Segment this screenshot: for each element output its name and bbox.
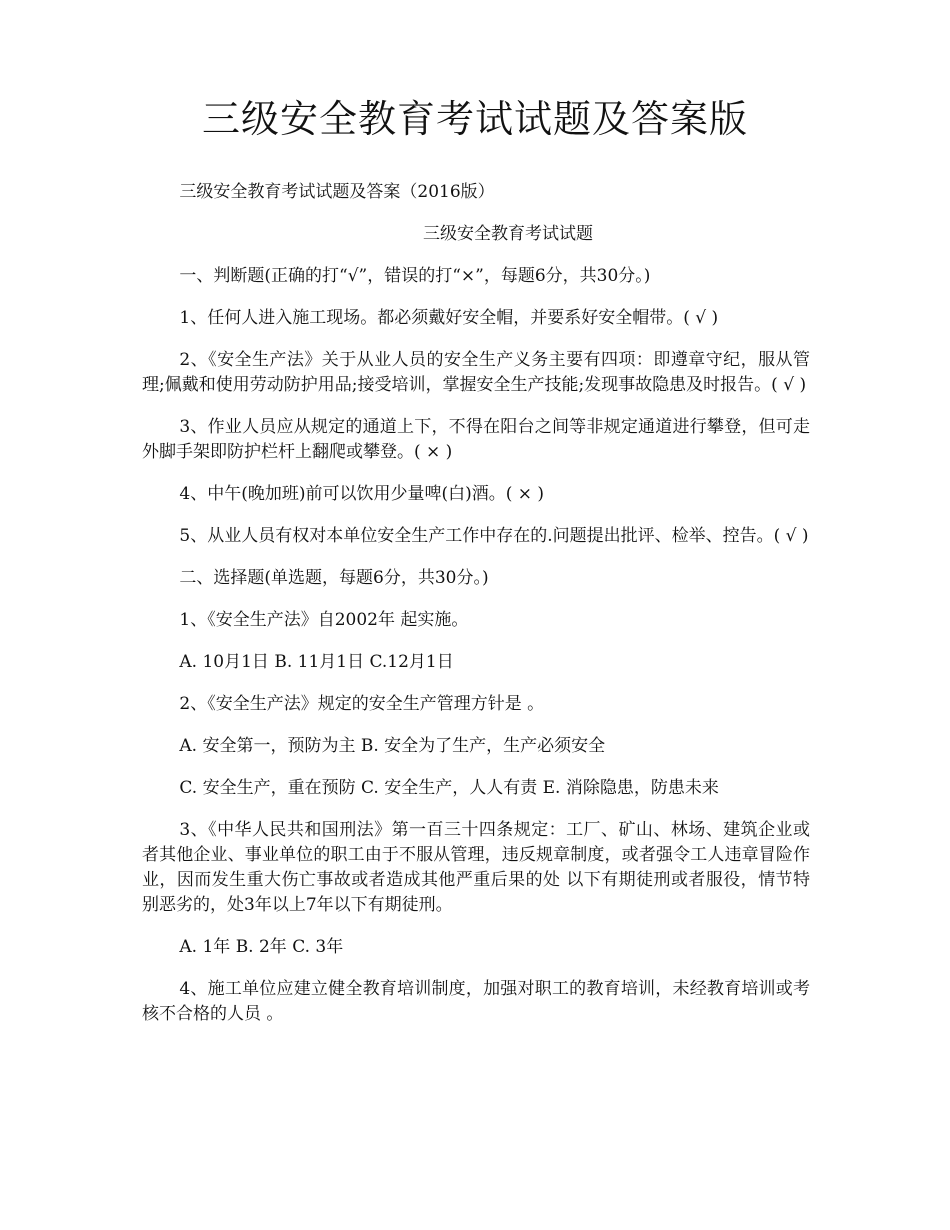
answer-options: A. 10月1日 B. 11月1日 C.12月1日 — [179, 652, 454, 672]
question-paragraph: 2、《安全生产法》关于从业人员的安全生产义务主要有四项：即遵章守纪，服从管理;佩戴和使用劳动防护用品;接受培训，掌握安全生产技能;发现事故隐患及时报告。( √ ) — [142, 350, 810, 395]
question-paragraph: 5、从业人员有权对本单位安全生产工作中存在的.问题提出批评、检举、控告。( √ ) — [179, 526, 809, 546]
question-paragraph: 1、《安全生产法》自2002年 起实施。 — [179, 610, 469, 630]
question-paragraph: 3、《中华人民共和国刑法》第一百三十四条规定：工厂、矿山、林场、建筑企业或者其他企业、事业单位的职工由于不服从管理，违反规章制度，或者强令工人违章冒险作业，因而发生重大伤亡事故或者造成其他严重后果的处 以下有期徒刑或者服役，情节特别恶劣的，处3年以上7年以下有期徒刑。 — [142, 820, 810, 915]
document-title: 三级安全教育考试试题及答案版 — [201, 97, 748, 141]
question-paragraph: 2、《安全生产法》规定的安全生产管理方针是 。 — [179, 694, 545, 714]
section-heading-choice: 二、选择题(单选题，每题6分，共30分。) — [179, 568, 489, 588]
question-paragraph: 4、施工单位应建立健全教育培训制度，加强对职工的教育培训，未经教育培训或考核不合格的人员 。 — [142, 979, 810, 1024]
answer-options: A. 1年 B. 2年 C. 3年 — [179, 937, 344, 957]
question-paragraph: 1、任何人进入施工现场。都必须戴好安全帽，并要系好安全帽带。( √ ) — [179, 308, 719, 328]
document-subtitle: 三级安全教育考试试题及答案（2016版） — [179, 182, 495, 202]
document-body — [142, 180, 810, 1044]
answer-options: A. 安全第一，预防为主 B. 安全为了生产，生产必须安全 — [179, 736, 606, 756]
answer-options: C. 安全生产，重在预防 C. 安全生产，人人有责 E. 消除隐患，防患未来 — [179, 778, 719, 798]
section-title: 三级安全教育考试试题 — [423, 224, 593, 244]
section-heading-judgment: 一、判断题(正确的打“√”，错误的打“×”，每题6分，共30分。) — [179, 266, 651, 286]
question-paragraph: 3、作业人员应从规定的通道上下，不得在阳台之间等非规定通道进行攀登，但可走外脚手架即防护栏杆上翻爬或攀登。( × ) — [142, 417, 810, 462]
question-paragraph: 4、中午(晚加班)前可以饮用少量啤(白)酒。( × ) — [179, 484, 545, 504]
